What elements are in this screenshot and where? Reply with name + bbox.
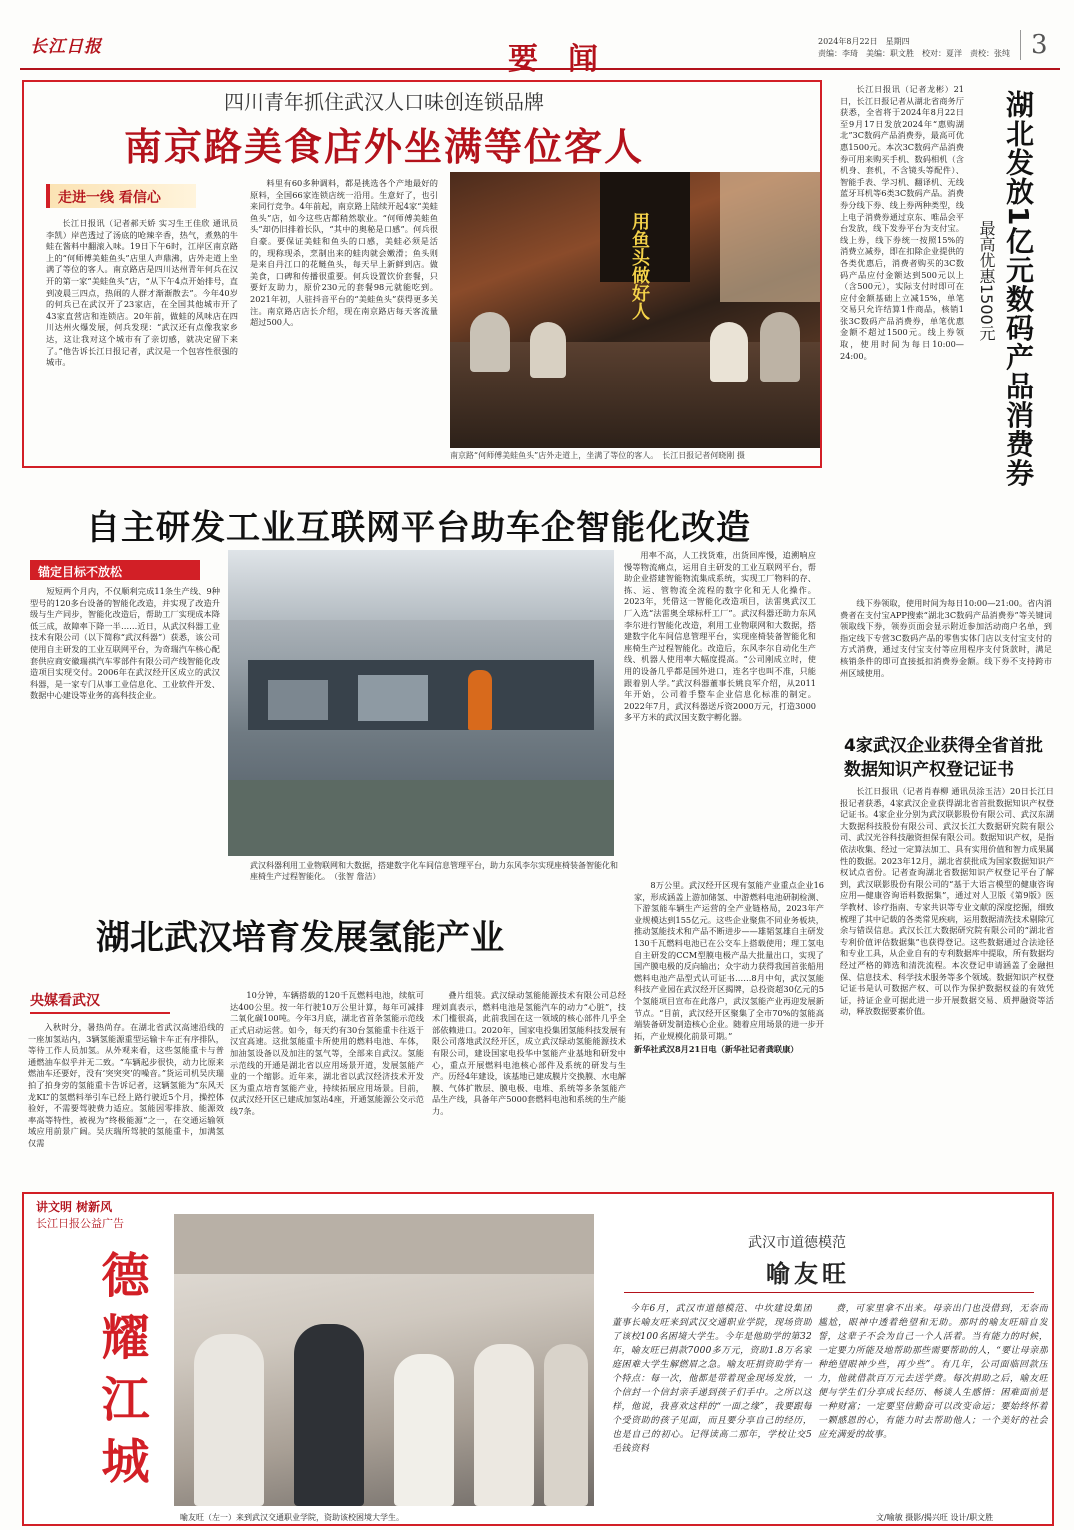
story-headline[interactable]: 南京路美食店外坐满等位客人	[124, 125, 645, 169]
article-column: 费，可家里拿不出来。母亲出门也没借到，无奈而尴尬，眼神中透着绝望和无助。那时的喻友旺暗自发誓，这辈子不会为自己一个人活着。当有能力的时候，一定要力所能及地帮助那些需要帮助的人，“要让母亲那种绝望眼神少些，再少些”。有几年，公司面临回款压力，他就借款百万元去送学费。每次捐助之后，喻友旺便与学生们分享成长经历、畅谈人生感悟：困难面前是一种财富；一定要坚信勤奋可以改变命运；要始终怀着一颗感恩的心，有能力时去帮助他人；一个美好的社会应充满爱的故事。	[818, 1304, 1048, 1440]
article-column: 料里有60多种调料，都是挑选各个产地最好的原料，全国66家连锁店统一沿用。生意好了，也引来同行竞争。4年前起，南京路上陆续开起4家“美蛙鱼头”店，如今这些店都稍然歇业。“何师傅美蛙鱼头”却仍旧排着长队，“其中的奥秘是口感”。何兵很自豪。要保证美蛙和鱼头的口感，美蛙必须是活的，现称现杀，烹制出来的蛙肉就会嫩滑；鱼头则是来自丹江口的花鲢鱼头，每天早上新鲜到店。做美食，口碑和传播很重要。何兵设置饮价套餐，只要好友助力，原价230元的套餐98元就能吃到。2021年初，人驻抖音平台的“美蛙鱼头”获得更多关注。南京路店店长介绍，现在南京路店每天客流量超过500人。	[250, 178, 438, 328]
newspaper-logo: 长江日报	[30, 37, 102, 57]
article-column: 今年6月，武汉市道德模范、中坎建设集团董事长喻友旺来到武汉交通职业学院，现场资助了该校100名困境大学生。今年是他助学的第32年，喻友旺已捐款7000多万元，资助1.8万名家庭困难大学生解燃眉之急。喻友旺捐资助学有一个特点：每一次，他都是带着现金现场发放，一个信封一个信封亲手递到孩子们手中。之所以这样，他说，我喜欢这样的“一面之缘”，我要跟每个受资助的孩子见面，而且要分享自己的经历，也是自己的初心。记得读高二那年，学校让交5毛钱资料	[612, 1304, 812, 1454]
column-tag: 央媒看武汉	[30, 990, 170, 1014]
article-column: 短短两个月内，不仅顺利完成11条生产线、9种型号的120多台设备的智能化改造，并实现了改造升级与生产同步，智能化改造后，帮助工厂实现成本降低三成，故障率下降一半……近日，从武汉科器工业技术有限公司（以下简称“武汉科器”）获悉，该公司使用自主研发的工业互联网平台，为奇瑞汽车核心配套供应商安徽瑞祺汽车零部件有限公司产线智能化改造项目实现交付。2006年在武汉经开区成立的武汉科器，是一家专门从事工业信息化、工业软件开发、数据中心建设等业务的高科技企业。	[30, 586, 220, 701]
article-column: 10分钟，车辆搭载的120千瓦燃料电池，续航可达400公里。按一年行驶10万公里计算，每年可减排二氧化碳100吨。今年3月底，湖北省首条氢能示范线正式启动运营。如今，每天约有30台氢能重卡往返于汉宜高速。这批氢能重卡所使用的燃料电池、车体，加油氢设备以及加注的氢气等，全部来自武汉。氢能示范线的开通是湖北省以应用场景开道，发展氢能产业的一个缩影。近年来，湖北省以武汉经济技术开发区为重点培育氢能产业，持续拓展应用场景。目前，仅武汉经开区已建成加氢站4座，开通氢能源公交示范线7条。	[230, 990, 424, 1116]
photo-person	[470, 312, 510, 372]
page-number: 3	[1020, 30, 1048, 60]
story-headline[interactable]: 湖北发放1亿元数码产品消费券	[1002, 90, 1035, 488]
public-service-ad	[22, 1192, 1054, 1526]
section-title: 要闻	[508, 42, 628, 77]
photo-worker	[468, 670, 492, 730]
donation-photo	[174, 1214, 594, 1506]
ad-tag-title: 讲文明 树新风	[36, 1200, 113, 1214]
photo-person	[194, 1334, 264, 1506]
article-column: 长江日报讯（记者龙彬）21日，长江日报记者从湖北省商务厅获悉，全省将于2024年8月22日至9月17日发放2024年“惠购湖北”3C数码产品消费券，最高可优惠1500元。本次3C数码产品消费券可用来购买手机、数码相机（含机身、套机，不含镜头等配件）、智能手表、学习机、翻译机、无线蓝牙耳机等6类3C数码产品。消费券分线下券、线上券两种类型，线上电子消费券通过京东、唯品会平台发放，线下发券平台为支付宝。线上券，线下券统一按照15%的消费立减券，即在扣除企业提供的各类优惠后，消费者购买的3C数码产品应付金额达到500元以上（含500元），实际支付时即可在应付金额基础上立减15%，单笔交易只允许结算1件商品，核销1张3C数码产品消费券，单笔优惠金额不超过1500元。线上券领取，使用时间为每日10:00—24:00。	[840, 84, 964, 361]
article-column: 长江日报讯（记者肖春柳 通讯员涂玉洁）20日长江日报记者获悉，4家武汉企业获得湖北省首批数据知识产权登记证书。4家企业分别为武汉联影股份有限公司、武汉东湖大数据科技股份有限公司、武汉长江大数据研究院有限公司、武汉光谷科技融资担保有限公司。数据知识产权，是指依法收集、经过一定算法加工、具有实用价值和智力成果属性的数据。2023年12月，湖北省获批成为国家数据知识产权试点省份。记者查询湖北省数据知识产权登记平台了解到，武汉联影股份有限公司的“基于大语言模型的健康咨询应用—健康咨询语料数据集”，通过对人卫版《第9版》医学教材、诊疗指南、专家共识等专业文献的深度挖掘，细致梳理了其中记载的各类常见疾病，运用数据清洗技术剔除冗余与错误信息。武汉长江大数据研究院有限公司的“湖北省专利价值评估数据集”也获得登记。这些数据通过合法途径和专业工具，从企业自有的专利数据库中提取，所有数据均经过严格的筛选和清洗流程。本次登记申请涵盖了金融担保、信息技术、科学技术服务等多个领域。数据知识产权登记证书是认可数据产权、可以作为保护数据权益的有效凭证，持证企业可据此进一步开展数据交易、质押融资等活动，释放数据要素价值。	[840, 786, 1054, 1017]
article-source: 新华社武汉8月21日电（新华社记者龚联康）	[634, 1044, 799, 1055]
photo-person	[760, 312, 800, 382]
photo-caption: 喻友旺（左一）来到武汉交通职业学院，资助该校困境大学生。	[180, 1513, 404, 1522]
article-column: 线下券领取，使用时间为每日10:00—21:00。省内消费者在支付宝APP搜索“湖北3C数码产品消费券”等关键词领取线下券，领券页面会显示附近参加活动商户名单，到指定线下专营3C数码产品的零售实体门店以支付宝支付的方式消费，通过支付宝支付等应用程序支付货款时，满足核销条件的即可直接抵扣消费券金额。线下券不支持跨市州区域使用。	[840, 598, 1052, 724]
photo-caption: 南京路“何师傅美蛙鱼头”店外走道上，坐满了等位的客人。 长江日报记者何晓刚 摄	[450, 451, 745, 460]
shop-sign-text: 用鱼头做好人	[629, 212, 650, 320]
article-column: 8万公里。武汉经开区现有氢能产业重点企业16家，形成涵盖上游加储氢、中游燃料电池研制检测、下游氢能车辆生产运营的全产业链格局，2023年产业规模达到155亿元。这些企业聚焦不同业务板块，推动氢能技术和产品不断进步——雄韬氢雄自主研发130千瓦燃料电池已在公交车上搭载使用；理工氢电自主研发的CCM型膜电极产品大批量出口，实现了国产膜电极的反向输出；众宇动力获得我国首张船用燃料电池产品型式认可证书……8月中旬，武汉氢能科技产业园在武汉经开区揭牌，总投资超30亿元的5个氢能项目宣布在此落户，武汉氢能产业再迎发展新节点。“目前，武汉经开区聚集了全市70%的氢能高端装备研发制造核心企业。随着应用场景的进一步开拓，产业规模化前景可期。” 新华社武汉8月21日电（新华社记者龚联康）	[634, 880, 824, 1055]
ad-tag-subtitle: 长江日报公益广告	[36, 1217, 124, 1230]
restaurant-photo	[450, 172, 820, 448]
issue-date: 2024年8月22日 星期四	[818, 37, 910, 46]
column-tag: 锚定目标不放松	[30, 560, 200, 580]
vertical-slogan: 德耀江城	[93, 1250, 149, 1498]
article-column: 入秋时分，暑热尚存。在湖北省武汉高速沿线的一座加氢站内，3辆氢能源重型运输卡车正有序排队，等待工作人员加氢。从外观来看，这些氢能重卡与普通燃油车似乎并无二致。“车辆起步很快，动力比原来燃油车还要好，没有‘突突突’的噪音。”货运司机吴庆瑞拍了拍身旁的氢能重卡告诉记者，这辆氢能为“东风天龙KL”的氢燃料举引车已经上路行驶近5个月，操控体验好，不需要驾驶费力适应。氢能因零排放、能源效率高等特性，被视为“终极能源”之一，在交通运输领域应用前景广阔。吴庆瑞所驾驶的氢能重卡，加满氢仅需	[28, 1022, 224, 1148]
photo-person	[474, 1344, 534, 1506]
photo-machine	[268, 680, 328, 720]
photo-floor	[228, 780, 614, 856]
model-name: 喻友旺	[766, 1259, 850, 1288]
photo-person	[394, 1354, 454, 1506]
ad-credits: 文/喻敏 摄影/揭兴旺 设计/职文胜	[876, 1513, 994, 1522]
factory-photo	[228, 550, 614, 856]
photo-ceiling	[174, 1214, 594, 1274]
column-tag: 走进一线 看信心	[46, 184, 196, 208]
photo-ceiling	[228, 550, 614, 620]
article-column: 叠片组装。武汉绿动氢能能源技术有限公司总经理刘真表示，燃料电池是氢能汽车的动力“心脏”，技术门槛很高，此前我国在这一领域的核心部件几乎全部依赖进口。2020年，国家电投集团氢能科技发展有限公司落地武汉经开区，成立武汉绿动氢能能源技术有限公司，建设国家电投华中氢能产业基地和研发中心，重点开展燃料电池核心部件及系统的研发与生产。历经4年建设，该基地已建成膜片交换膜、水电解膜、气体扩散层、膜电极、电堆、系统等多条氢能产品生产线，具备年产5000套燃料电池和系统的生产能力。	[432, 990, 626, 1116]
featured-story-box	[22, 80, 822, 468]
photo-person	[544, 1344, 588, 1506]
story-headline[interactable]: 湖北武汉培育发展氢能产业	[96, 918, 504, 958]
article-column: 长江日报讯（记者郝天娇 实习生王佳欣 通讯员李凯）岸芭透过了汤底的呛辣辛香，热气，煮熟的牛蛙在酱料中翻滚入味。19日下午6时，江岸区南京路上的“何师傅美蛙鱼头”店里人声鼎沸，店外走道上坐满了等位的客人。南京路店是四川达州青年何兵在汉开的第一家“美蛙鱼头”店，“从下午4点开始排号，直到凌晨三四点，热闹的人群才渐渐散去”。今年40岁的何兵已在武汉开了23家店，在全国其他城市开了43家直营店和连锁店。20年前，做蛙的风味店在四川达州火爆发展，何兵发现：“武汉还有点像我家乡达，这让我对这个城市有了亲切感，就决定留下来了。”他告诉长江日报记者，武汉是一个包容性很强的城市。	[46, 218, 238, 368]
story-headline[interactable]: 自主研发工业互联网平台助车企智能化改造	[86, 508, 751, 548]
photo-window	[720, 172, 820, 302]
ad-tag	[36, 1198, 186, 1232]
photo-machine	[358, 675, 428, 721]
article-column: 用率不高，人工找货难，出货回库慢，追溯响应慢等物流痛点，运用自主研发的工业互联网平台，帮助企业搭建智能物流集成系统，实现工厂物料的存、拣、运、管物流全流程的数字化和无人化操作。2023年，凭借这一智能化改造项目，法雷奥武汉工厂入选“法雷奥全球标杆工厂”。武汉科器还助力东风李尔进行智能化改造，利用工业物联网和大数据，搭建数字化车间信息管理平台，实现座椅装备智能化和座椅生产过程智能化。改造后，东风李尔自动化生产线、机器人使用率大幅度提高。“公司刚成立时，使用的设备几乎都是国外进口，连名字也叫不准，只能跟着别人学。”武汉科器董事长姚良军介绍，从2011年开始，公司着手整车企业信息化标准的制定。2022年7月，武汉科器送斥资2000万元，打造3000多平方米的武汉国支数字孵化器。	[624, 550, 816, 723]
photo-person	[530, 322, 566, 378]
photo-person	[294, 1324, 364, 1506]
story-headline[interactable]: 4家武汉企业获得全省首批数据知识产权登记证书	[844, 736, 1043, 780]
model-label: 武汉市道德模范	[748, 1235, 846, 1251]
masthead	[20, 14, 1060, 77]
photo-person	[710, 322, 748, 382]
editor-credits: 责编：李琦 美编：职文胜 校对：夏洋 责校：张纯	[818, 49, 1010, 58]
page-meta	[818, 36, 1010, 60]
story-subtitle: 最高优惠1500元	[977, 220, 996, 341]
photo-caption: 武汉科器利用工业物联网和大数据，搭建数字化车间信息管理平台，助力东风李尔实现座椅装备智能化和座椅生产过程智能化。 （张智 詹洁）	[250, 861, 618, 881]
divider	[624, 1292, 1034, 1293]
story-subtitle: 四川青年抓住武汉人口味创连锁品牌	[224, 90, 544, 114]
